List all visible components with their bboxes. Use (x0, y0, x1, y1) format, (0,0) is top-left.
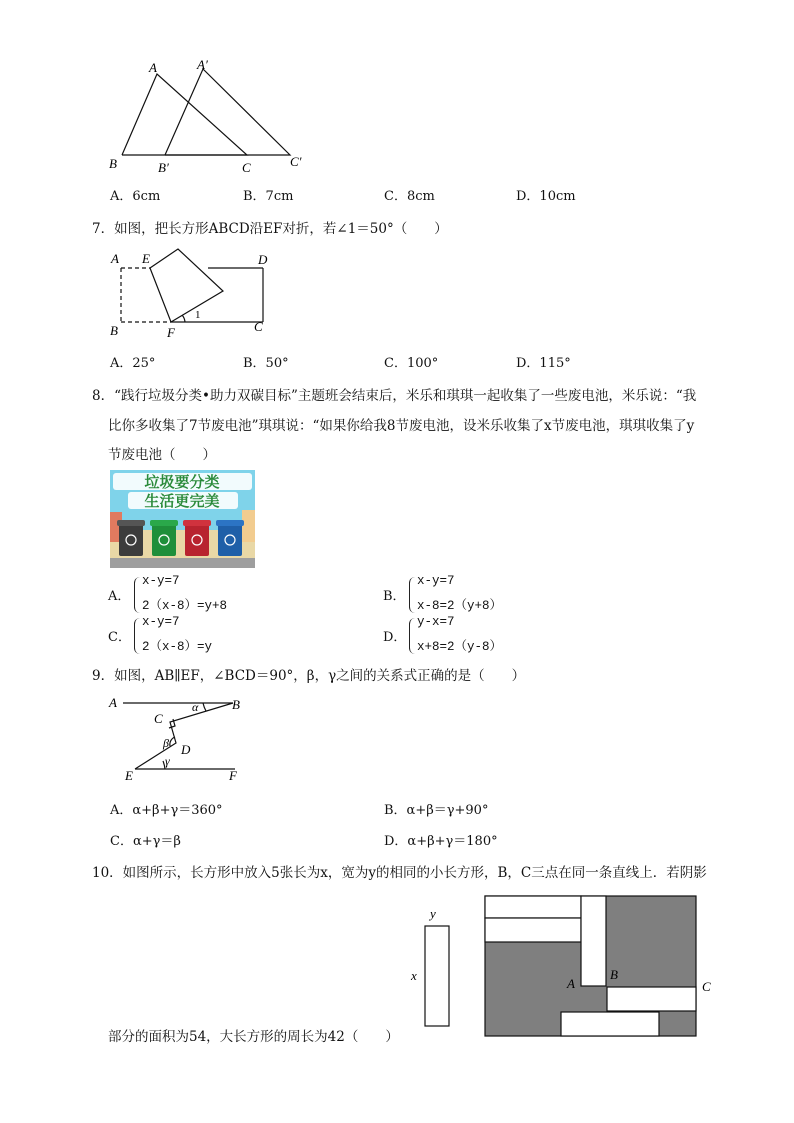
label-alpha: α (192, 700, 199, 714)
label-C: C (702, 979, 711, 994)
label-C: C (154, 711, 163, 726)
label-A: A (149, 60, 157, 75)
label-C: C (254, 319, 263, 334)
equation-1: x-y=7 (417, 574, 455, 588)
option-label: C． (108, 630, 131, 645)
equation-1: x-y=7 (142, 574, 180, 588)
equation-2: x-8=2（y+8） (417, 599, 503, 613)
q10-small-rectangle-figure (405, 900, 455, 1030)
label-B: B (109, 156, 117, 171)
q6-option-b[interactable]: B．7cm (243, 189, 294, 204)
equation-2: 2（x-8）=y+8 (142, 599, 228, 613)
q8-stem-line1: 8．“践行垃圾分类•助力双碳目标”主题班会结束后，米乐和琪琪一起收集了一些废电池，米乐说：“我 (92, 388, 697, 404)
label-y: y (430, 906, 436, 921)
label-A: A (109, 695, 117, 710)
label-B: B (110, 323, 118, 338)
bin-green-icon (150, 520, 178, 556)
q6-triangle-figure (105, 55, 320, 180)
label-D: D (181, 742, 191, 757)
q8-option-d[interactable] (383, 615, 603, 657)
left-brace (134, 577, 141, 613)
q6-option-c[interactable]: C．8cm (384, 189, 435, 204)
equation-1: x-y=7 (142, 615, 180, 629)
label-B: B (232, 697, 240, 712)
q7-option-c[interactable]: C．100° (384, 356, 439, 371)
q7-option-a[interactable]: A．25° (110, 356, 156, 371)
q7-stem: 7．如图，把长方形ABCD沿EF对折，若∠1＝50°（ ） (92, 221, 448, 237)
q8-stem-line3: 节废电池（ ） (108, 447, 216, 463)
label-gamma: γ (165, 754, 170, 768)
label-F: F (167, 325, 175, 340)
q10-large-rectangle-figure (480, 890, 720, 1040)
q9-option-b[interactable]: B．α+β＝γ+90° (384, 803, 489, 818)
q8-stem-line2: 比你多收集了7节废电池”琪琪说：“如果你给我8节废电池，设米乐收集了x节废电池，琪琪收集了y (108, 418, 695, 434)
equation-1: y-x=7 (417, 615, 455, 629)
q9-option-d[interactable]: D．α+β+γ＝180° (384, 834, 498, 849)
bin-red-icon (183, 520, 211, 556)
label-E: E (125, 768, 133, 783)
q7-option-d[interactable]: D．115° (516, 356, 571, 371)
left-brace (134, 618, 141, 654)
bin-gray-icon (117, 520, 145, 556)
banner-line1: 垃圾要分类 (144, 473, 220, 491)
q9-stem: 9．如图，AB∥EF，∠BCD＝90°，β，γ之间的关系式正确的是（ ） (92, 668, 526, 684)
option-label: D． (383, 630, 407, 645)
label-beta: β (163, 736, 169, 750)
q8-option-a[interactable] (108, 574, 328, 616)
label-F: F (229, 768, 237, 783)
banner-line2: 生活更完美 (144, 492, 220, 510)
option-label: B． (383, 589, 406, 604)
label-angle-1: 1 (195, 309, 201, 321)
label-E: E (142, 251, 150, 266)
label-A: A (567, 976, 575, 991)
bin-blue-icon (216, 520, 244, 556)
garbage-sorting-banner-image (110, 470, 255, 568)
equation-2: 2（x-8）=y (142, 640, 213, 654)
q10-stem-line2: 部分的面积为54，大长方形的周长为42（ ） (108, 1029, 399, 1045)
q9-option-c[interactable]: C．α+γ＝β (110, 834, 181, 849)
equation-2: x+8=2（y-8） (417, 640, 503, 654)
label-B: B (610, 967, 618, 982)
label-A-prime: A′ (197, 57, 208, 72)
left-brace (409, 577, 416, 613)
label-C-prime: C′ (290, 154, 302, 169)
q7-rectangle-fold-figure (105, 245, 280, 340)
label-A: A (111, 251, 119, 266)
q8-option-c[interactable] (108, 615, 328, 657)
label-B-prime: B′ (158, 160, 169, 175)
left-brace (409, 618, 416, 654)
q9-parallel-lines-figure (105, 692, 255, 787)
label-D: D (258, 252, 268, 267)
option-label: A． (108, 589, 131, 604)
q6-option-d[interactable]: D．10cm (516, 189, 576, 204)
q10-stem-line1: 10．如图所示，长方形中放入5张长为x，宽为y的相同的小长方形，B，C三点在同一条直线上．若阴影 (92, 865, 707, 881)
q9-option-a[interactable]: A．α+β+γ＝360° (110, 803, 223, 818)
label-x: x (411, 968, 417, 983)
q7-option-b[interactable]: B．50° (243, 356, 289, 371)
label-C: C (242, 160, 251, 175)
q6-option-a[interactable]: A．6cm (110, 189, 161, 204)
q8-option-b[interactable] (383, 574, 603, 616)
